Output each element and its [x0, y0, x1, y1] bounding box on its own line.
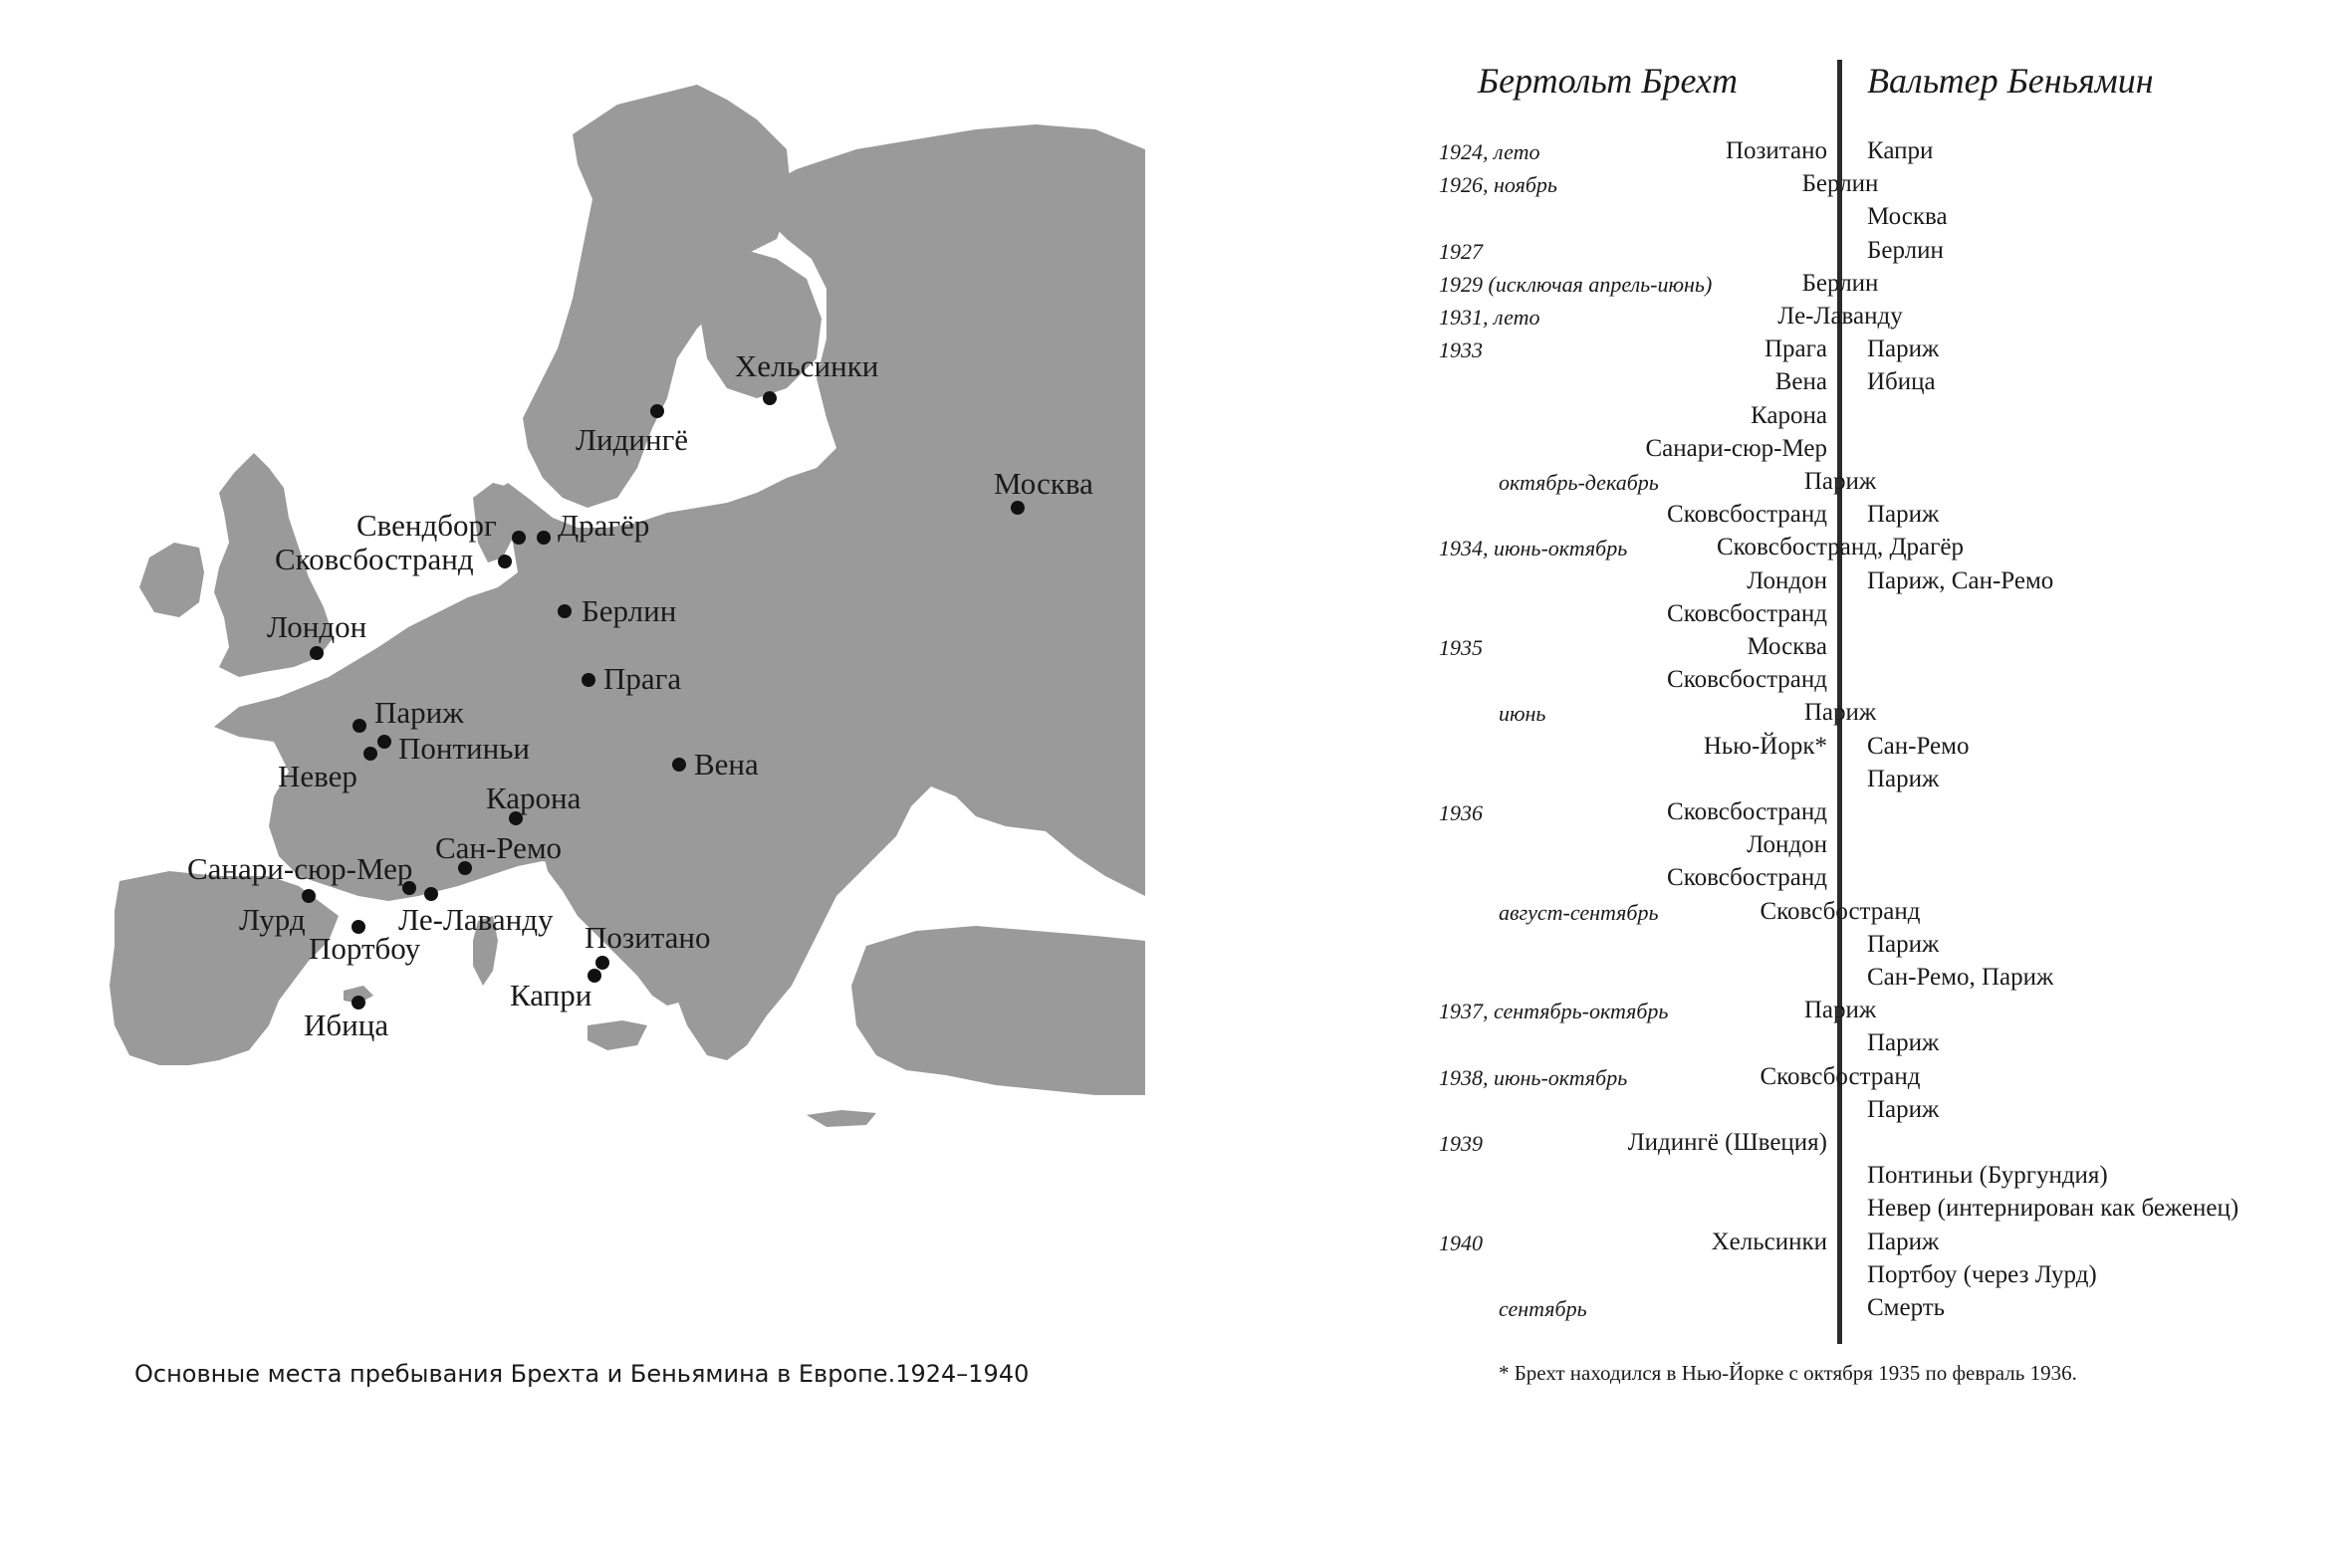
timeline-date: 1937, сентябрь-октябрь — [1439, 999, 1669, 1024]
city-dot-london — [310, 646, 324, 660]
timeline-date: 1938, июнь-октябрь — [1439, 1064, 1628, 1090]
brecht-place: Сковсбостранд — [1667, 798, 1827, 825]
landmass-crete — [807, 1110, 876, 1127]
city-label-never: Невер — [278, 759, 357, 793]
benjamin-place: Москва — [1867, 203, 1948, 231]
timeline-date: 1931, лето — [1439, 305, 1540, 330]
timeline-date: июнь — [1499, 701, 1546, 727]
landmass-ireland — [139, 543, 204, 617]
timeline-row — [1414, 270, 2310, 303]
timeline-row — [1414, 600, 2310, 633]
timeline-date: октябрь-декабрь — [1499, 470, 1659, 495]
timeline-row — [1414, 1096, 2310, 1129]
benjamin-place: Париж, Сан-Ремо — [1867, 566, 2054, 594]
header-brecht: Бертольт Брехт — [1477, 61, 1738, 101]
timeline-row — [1414, 1129, 2310, 1162]
city-label-svendborg: Свендборг — [356, 508, 497, 543]
city-label-vena: Вена — [694, 747, 759, 782]
city-dot-never — [363, 747, 377, 761]
timeline-date: 1929 (исключая апрель-июнь) — [1439, 271, 1713, 297]
city-label-pontini: Понтиньи — [398, 731, 530, 766]
brecht-place: Хельсинки — [1711, 1228, 1827, 1255]
city-label-sanari: Санари-сюр-Мер — [187, 851, 413, 886]
timeline-row — [1414, 997, 2310, 1029]
city-dot-pozitano — [595, 956, 609, 970]
city-dot-drager — [537, 531, 551, 545]
brecht-place: Позитано — [1725, 137, 1827, 164]
city-dot-praga — [582, 673, 595, 687]
timeline-row — [1414, 336, 2310, 368]
city-label-ibica: Ибица — [304, 1008, 389, 1042]
timeline-row — [1414, 203, 2310, 236]
city-label-portbou: Портбоу — [309, 931, 421, 966]
timeline-row — [1414, 733, 2310, 766]
timeline-row — [1414, 1162, 2310, 1195]
city-dot-helsinki — [763, 391, 777, 405]
benjamin-place: Капри — [1867, 137, 1934, 164]
timeline-row — [1414, 766, 2310, 798]
brecht-place: Сковсбостранд — [1667, 501, 1827, 529]
timeline-row — [1414, 1063, 2310, 1096]
timeline-row — [1414, 468, 2310, 501]
header-benjamin: Вальтер Беньямин — [1867, 61, 2154, 101]
timeline-date: сентябрь — [1499, 1296, 1587, 1321]
timeline-date: 1926, ноябрь — [1439, 172, 1557, 198]
timeline-row — [1414, 501, 2310, 534]
city-label-sanremo: Сан-Ремо — [435, 830, 563, 865]
timeline-date: 1924, лето — [1439, 139, 1540, 164]
timeline-row — [1414, 666, 2310, 699]
benjamin-place: Париж — [1867, 765, 1940, 792]
benjamin-place: Париж — [1867, 930, 1940, 958]
timeline-row — [1414, 1195, 2310, 1228]
timeline-row — [1414, 931, 2310, 964]
timeline-date: 1939 — [1439, 1131, 1483, 1156]
timeline-row — [1414, 435, 2310, 468]
city-dot-svendborg — [512, 531, 526, 545]
city-label-lelavandu: Ле-Лаванду — [398, 902, 554, 937]
timeline-row — [1414, 699, 2310, 732]
shared-place: Сковсбостранд — [1760, 1062, 1921, 1090]
timeline-row — [1414, 898, 2310, 931]
benjamin-place: Берлин — [1867, 236, 1944, 264]
city-label-parizh: Париж — [374, 695, 464, 730]
footnote: * Брехт находился в Нью-Йорке с октября 1935 по февраль 1936. — [1499, 1361, 2077, 1385]
shared-place: Париж — [1803, 997, 1877, 1024]
timeline-date: 1927 — [1439, 238, 1483, 264]
city-label-lurd: Лурд — [239, 902, 306, 937]
city-dot-moskva — [1011, 501, 1025, 515]
timeline-row — [1414, 368, 2310, 401]
brecht-place: Сковсбостранд — [1667, 599, 1827, 627]
benjamin-place: Ибица — [1867, 368, 1936, 396]
city-dot-berlin — [558, 604, 572, 618]
brecht-place: Сковсбостранд — [1667, 666, 1827, 694]
city-label-skovsbostrand: Сковсбостранд — [275, 542, 474, 576]
timeline-row — [1414, 534, 2310, 566]
timeline-date: 1935 — [1439, 635, 1483, 660]
brecht-place: Вена — [1774, 368, 1827, 396]
timeline-date: 1940 — [1439, 1230, 1483, 1255]
benjamin-place: Сан-Ремо — [1867, 732, 1970, 760]
benjamin-place: Смерть — [1867, 1294, 1946, 1321]
landmass-anatolia — [851, 926, 1145, 1095]
city-dot-pontini — [377, 735, 391, 749]
timeline-row — [1414, 1029, 2310, 1062]
benjamin-place: Париж — [1867, 1228, 1940, 1255]
city-label-helsinki: Хельсинки — [735, 348, 879, 383]
timeline-row — [1414, 633, 2310, 666]
city-dot-parizh — [353, 719, 366, 733]
shared-place: Берлин — [1801, 170, 1879, 198]
timeline-row — [1414, 402, 2310, 435]
benjamin-place: Париж — [1867, 501, 1940, 529]
city-label-pozitano: Позитано — [585, 920, 711, 955]
timeline — [1414, 0, 2310, 1444]
city-dot-lidingo — [650, 404, 664, 418]
europe-map — [0, 0, 1145, 1388]
benjamin-place: Париж — [1867, 1095, 1940, 1123]
timeline-row — [1414, 798, 2310, 831]
timeline-date: август-сентябрь — [1499, 899, 1659, 925]
city-dot-skovsbostrand — [498, 555, 512, 568]
timeline-row — [1414, 1229, 2310, 1261]
city-label-moskva: Москва — [994, 466, 1093, 501]
timeline-row — [1414, 864, 2310, 897]
shared-place: Париж — [1803, 699, 1877, 727]
timeline-row — [1414, 1294, 2310, 1327]
benjamin-place: Париж — [1867, 1029, 1940, 1057]
shared-place: Париж — [1803, 468, 1877, 495]
brecht-place: Лидингё (Швеция) — [1627, 1129, 1827, 1156]
timeline-row — [1414, 964, 2310, 997]
map-caption: Основные места пребывания Брехта и Беньямина в Европе.1924–1940 — [134, 1360, 1030, 1388]
benjamin-place: Портбоу (через Лурд) — [1867, 1260, 2097, 1288]
city-label-praga: Прага — [603, 661, 682, 696]
landmass-sicily — [588, 1020, 647, 1050]
timeline-row — [1414, 303, 2310, 336]
city-label-drager: Драгёр — [558, 508, 650, 543]
timeline-row — [1414, 237, 2310, 270]
timeline-row — [1414, 831, 2310, 864]
city-label-berlin: Берлин — [582, 593, 677, 628]
shared-place: Сковсбостранд — [1760, 897, 1921, 925]
shared-place: Ле-Лаванду — [1777, 303, 1903, 330]
brecht-place: Нью-Йорк* — [1703, 732, 1827, 760]
city-label-lidingo: Лидингё — [576, 422, 689, 457]
benjamin-place: Сан-Ремо, Париж — [1867, 964, 2054, 991]
city-label-karona: Карона — [486, 781, 582, 815]
brecht-place: Прага — [1764, 336, 1827, 363]
city-label-london: Лондон — [267, 609, 367, 644]
brecht-place: Лондон — [1747, 566, 1827, 594]
timeline-row — [1414, 170, 2310, 203]
benjamin-place: Париж — [1867, 336, 1940, 363]
city-dot-vena — [672, 758, 686, 772]
brecht-place: Сковсбостранд — [1667, 864, 1827, 892]
timeline-row — [1414, 137, 2310, 170]
shared-place: Сковсбостранд, Драгёр — [1717, 534, 1964, 561]
timeline-row — [1414, 567, 2310, 600]
shared-place: Берлин — [1801, 269, 1879, 297]
brecht-place: Москва — [1747, 633, 1827, 660]
timeline-date: 1933 — [1439, 337, 1483, 363]
city-dot-lurd — [302, 889, 316, 903]
benjamin-place: Невер (интернирован как беженец) — [1867, 1195, 2239, 1223]
timeline-date: 1934, июнь-октябрь — [1439, 536, 1628, 561]
timeline-row — [1414, 1261, 2310, 1294]
europe-map-svg — [0, 0, 1145, 1195]
brecht-place: Санари-сюр-Мер — [1645, 434, 1827, 462]
brecht-place: Карона — [1751, 401, 1827, 429]
city-dot-lelavandu — [424, 887, 438, 901]
timeline-date: 1936 — [1439, 800, 1483, 825]
city-label-kapri: Капри — [510, 978, 592, 1012]
benjamin-place: Понтиньи (Бургундия) — [1867, 1162, 2108, 1190]
brecht-place: Лондон — [1747, 831, 1827, 859]
